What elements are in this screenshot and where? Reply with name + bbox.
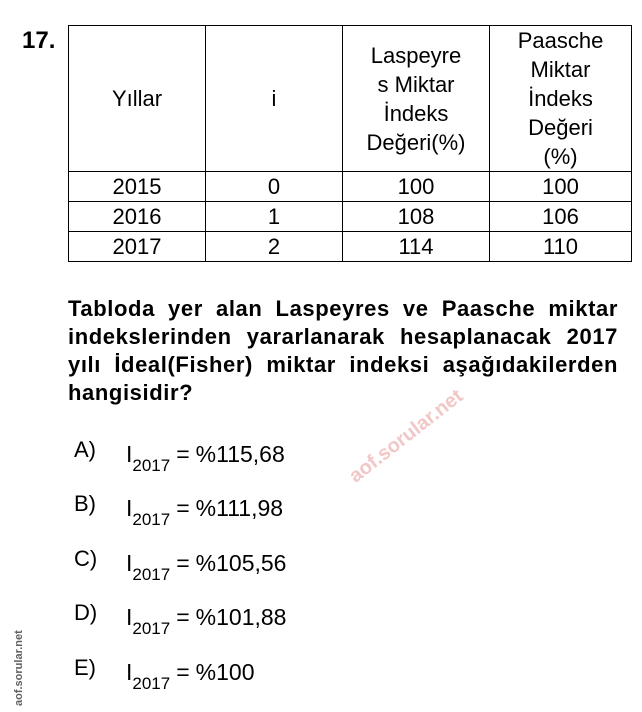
option-value: %105,56: [195, 550, 287, 576]
header-paasche-line: İndeks: [528, 86, 593, 111]
watermark-diagonal: aof.sorular.net: [345, 385, 468, 488]
header-paasche-line: Paasche: [517, 28, 604, 53]
table-header-row: [69, 26, 632, 172]
formula-equals: =: [176, 550, 190, 576]
option-letter: C): [74, 546, 98, 571]
formula-symbol: I: [126, 495, 133, 521]
formula-symbol: I: [126, 604, 133, 630]
formula-subscript: 2017: [132, 510, 171, 529]
cell-laspeyres: 108: [343, 202, 490, 232]
option-formula: [126, 604, 286, 639]
formula-equals: =: [176, 604, 190, 630]
header-paasche: [490, 26, 632, 172]
header-laspeyres-line: Değeri(%): [366, 129, 466, 155]
header-i: i: [206, 26, 343, 172]
index-table: [68, 25, 632, 262]
cell-paasche: 106: [490, 202, 632, 232]
cell-i: 1: [206, 202, 343, 232]
cell-laspeyres: 114: [343, 232, 490, 262]
cell-i: 0: [206, 172, 343, 202]
cell-paasche: 100: [490, 172, 632, 202]
cell-year: 2017: [69, 232, 206, 262]
question-number: 17.: [22, 27, 56, 54]
option-value: %101,88: [195, 604, 287, 630]
option-letter: E): [74, 655, 96, 680]
formula-equals: =: [176, 659, 190, 685]
header-years: Yıllar: [69, 26, 206, 172]
header-paasche-line: Değeri: [528, 115, 593, 140]
option-value: %100: [195, 659, 255, 685]
option-letter: D): [74, 600, 98, 625]
header-laspeyres-line: İndeks: [383, 100, 449, 126]
formula-subscript: 2017: [132, 565, 171, 584]
header-laspeyres: [343, 26, 490, 172]
cell-year: 2015: [69, 172, 206, 202]
option-value: %115,68: [195, 441, 285, 467]
formula-subscript: 2017: [132, 456, 171, 475]
formula-symbol: I: [126, 441, 133, 467]
option-formula: [126, 550, 286, 585]
header-paasche-line: (%): [543, 144, 578, 169]
option-value: %111,98: [195, 495, 284, 521]
question-text: Tabloda yer alan Laspeyres ve Paasche miktar indekslerinden yararlanarak hesaplanacak 2017 yılı İdeal(Fisher) miktar indeksi aşağıdakilerden hangisidir?: [68, 296, 618, 405]
formula-symbol: I: [126, 550, 133, 576]
option-formula: [126, 495, 283, 530]
header-laspeyres-line: Laspeyre: [370, 42, 462, 68]
table-row: [69, 232, 632, 262]
watermark-side: aof.sorular.net: [13, 630, 25, 706]
formula-subscript: 2017: [132, 619, 171, 638]
table-row: [69, 172, 632, 202]
header-paasche-line: Miktar: [530, 57, 591, 82]
option-letter: B): [74, 491, 96, 516]
cell-paasche: 110: [490, 232, 632, 262]
cell-year: 2016: [69, 202, 206, 232]
option-formula: [126, 659, 254, 694]
header-laspeyres-line: s Miktar: [377, 71, 455, 97]
cell-i: 2: [206, 232, 343, 262]
formula-equals: =: [176, 441, 190, 467]
option-formula: [126, 441, 285, 476]
table-row: [69, 202, 632, 232]
formula-symbol: I: [126, 659, 133, 685]
option-letter: A): [74, 437, 96, 462]
formula-equals: =: [176, 495, 190, 521]
cell-laspeyres: 100: [343, 172, 490, 202]
formula-subscript: 2017: [132, 674, 171, 693]
